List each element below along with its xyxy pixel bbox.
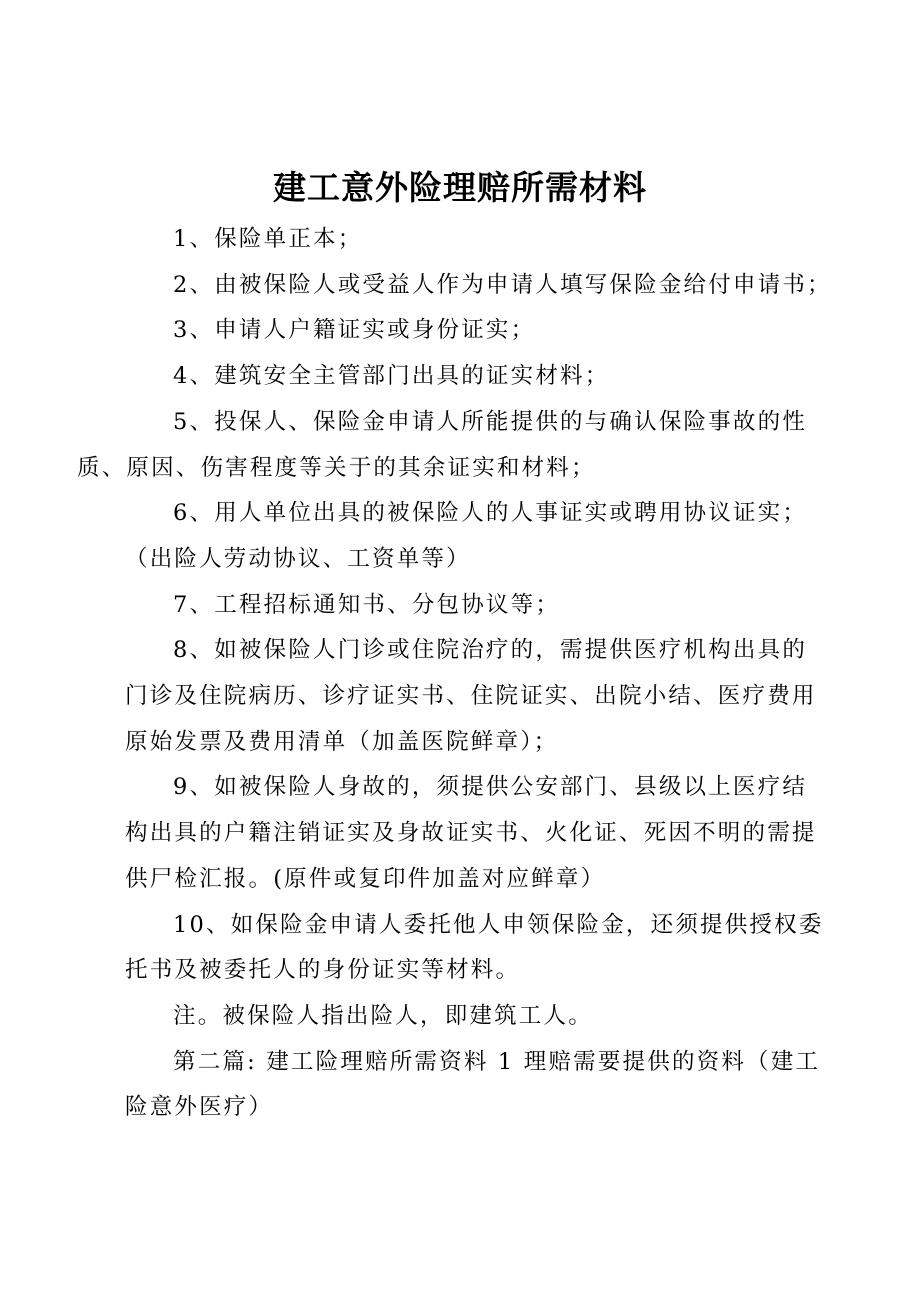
item-7-line-1: 7、工程招标通知书、分包协议等； [173, 591, 561, 618]
item-9-line-1: 9、如被保险人身故的，须提供公安部门、县级以上医疗结 [173, 774, 808, 801]
item-6 [125, 491, 821, 582]
item-9-line-3: 供尸检汇报。(原件或复印件加盖对应鲜章） [125, 865, 606, 892]
note [125, 994, 821, 1040]
second-chapter-line-1: 第二篇: 建工险理赔所需资料 1 理赔需要提供的资料（建工 [173, 1048, 821, 1075]
item-9-line-2: 构出具的户籍注销证实及身故证实书、火化证、死因不明的需提 [125, 820, 817, 847]
item-7 [125, 583, 821, 629]
item-6-line-1: 6、用人单位出具的被保险人的人事证实或聘用协议证实； [173, 500, 808, 527]
item-1 [125, 217, 821, 263]
second-chapter-line-2: 险意外医疗） [125, 1094, 274, 1121]
item-10-line-1: 10、如保险金申请人委托他人申领保险金，还须提供授权委 [173, 911, 824, 938]
item-2-line-1: 2、由被保险人或受益人作为申请人填写保险金给付申请书； [173, 271, 832, 298]
item-8-line-1: 8、如被保险人门诊或住院治疗的，需提供医疗机构出具的 [173, 637, 808, 664]
item-2 [125, 263, 832, 309]
item-9 [125, 765, 821, 902]
item-6-line-2: （出险人劳动协议、工资单等） [125, 545, 471, 572]
item-10 [125, 903, 824, 994]
item-5-line-2: 质、原因、伤害程度等关于的其余证实和材料； [77, 454, 596, 481]
item-5 [77, 400, 821, 491]
item-3-line-1: 3、申请人户籍证实或身份证实； [173, 317, 536, 344]
item-4 [125, 354, 821, 400]
item-8-line-2: 门诊及住院病历、诊疗证实书、住院证实、出院小结、医疗费用 [125, 683, 817, 710]
second-chapter [125, 1040, 821, 1131]
item-3 [125, 308, 821, 354]
item-1-line-1: 1、保险单正本； [173, 226, 363, 252]
item-4-line-1: 4、建筑安全主管部门出具的证实材料； [173, 363, 610, 390]
document-title: 建工意外险理赔所需材料 [273, 168, 647, 207]
document-body [77, 217, 832, 1131]
item-8-line-3: 原始发票及费用清单（加盖医院鲜章）； [125, 728, 559, 755]
note-line-1: 注。被保险人指出险人，即建筑工人。 [173, 1002, 593, 1029]
item-5-line-1: 5、投保人、保险金申请人所能提供的与确认保险事故的性 [173, 408, 808, 435]
item-10-line-2: 托书及被委托人的身份证实等材料。 [125, 957, 521, 984]
item-8 [125, 628, 821, 765]
